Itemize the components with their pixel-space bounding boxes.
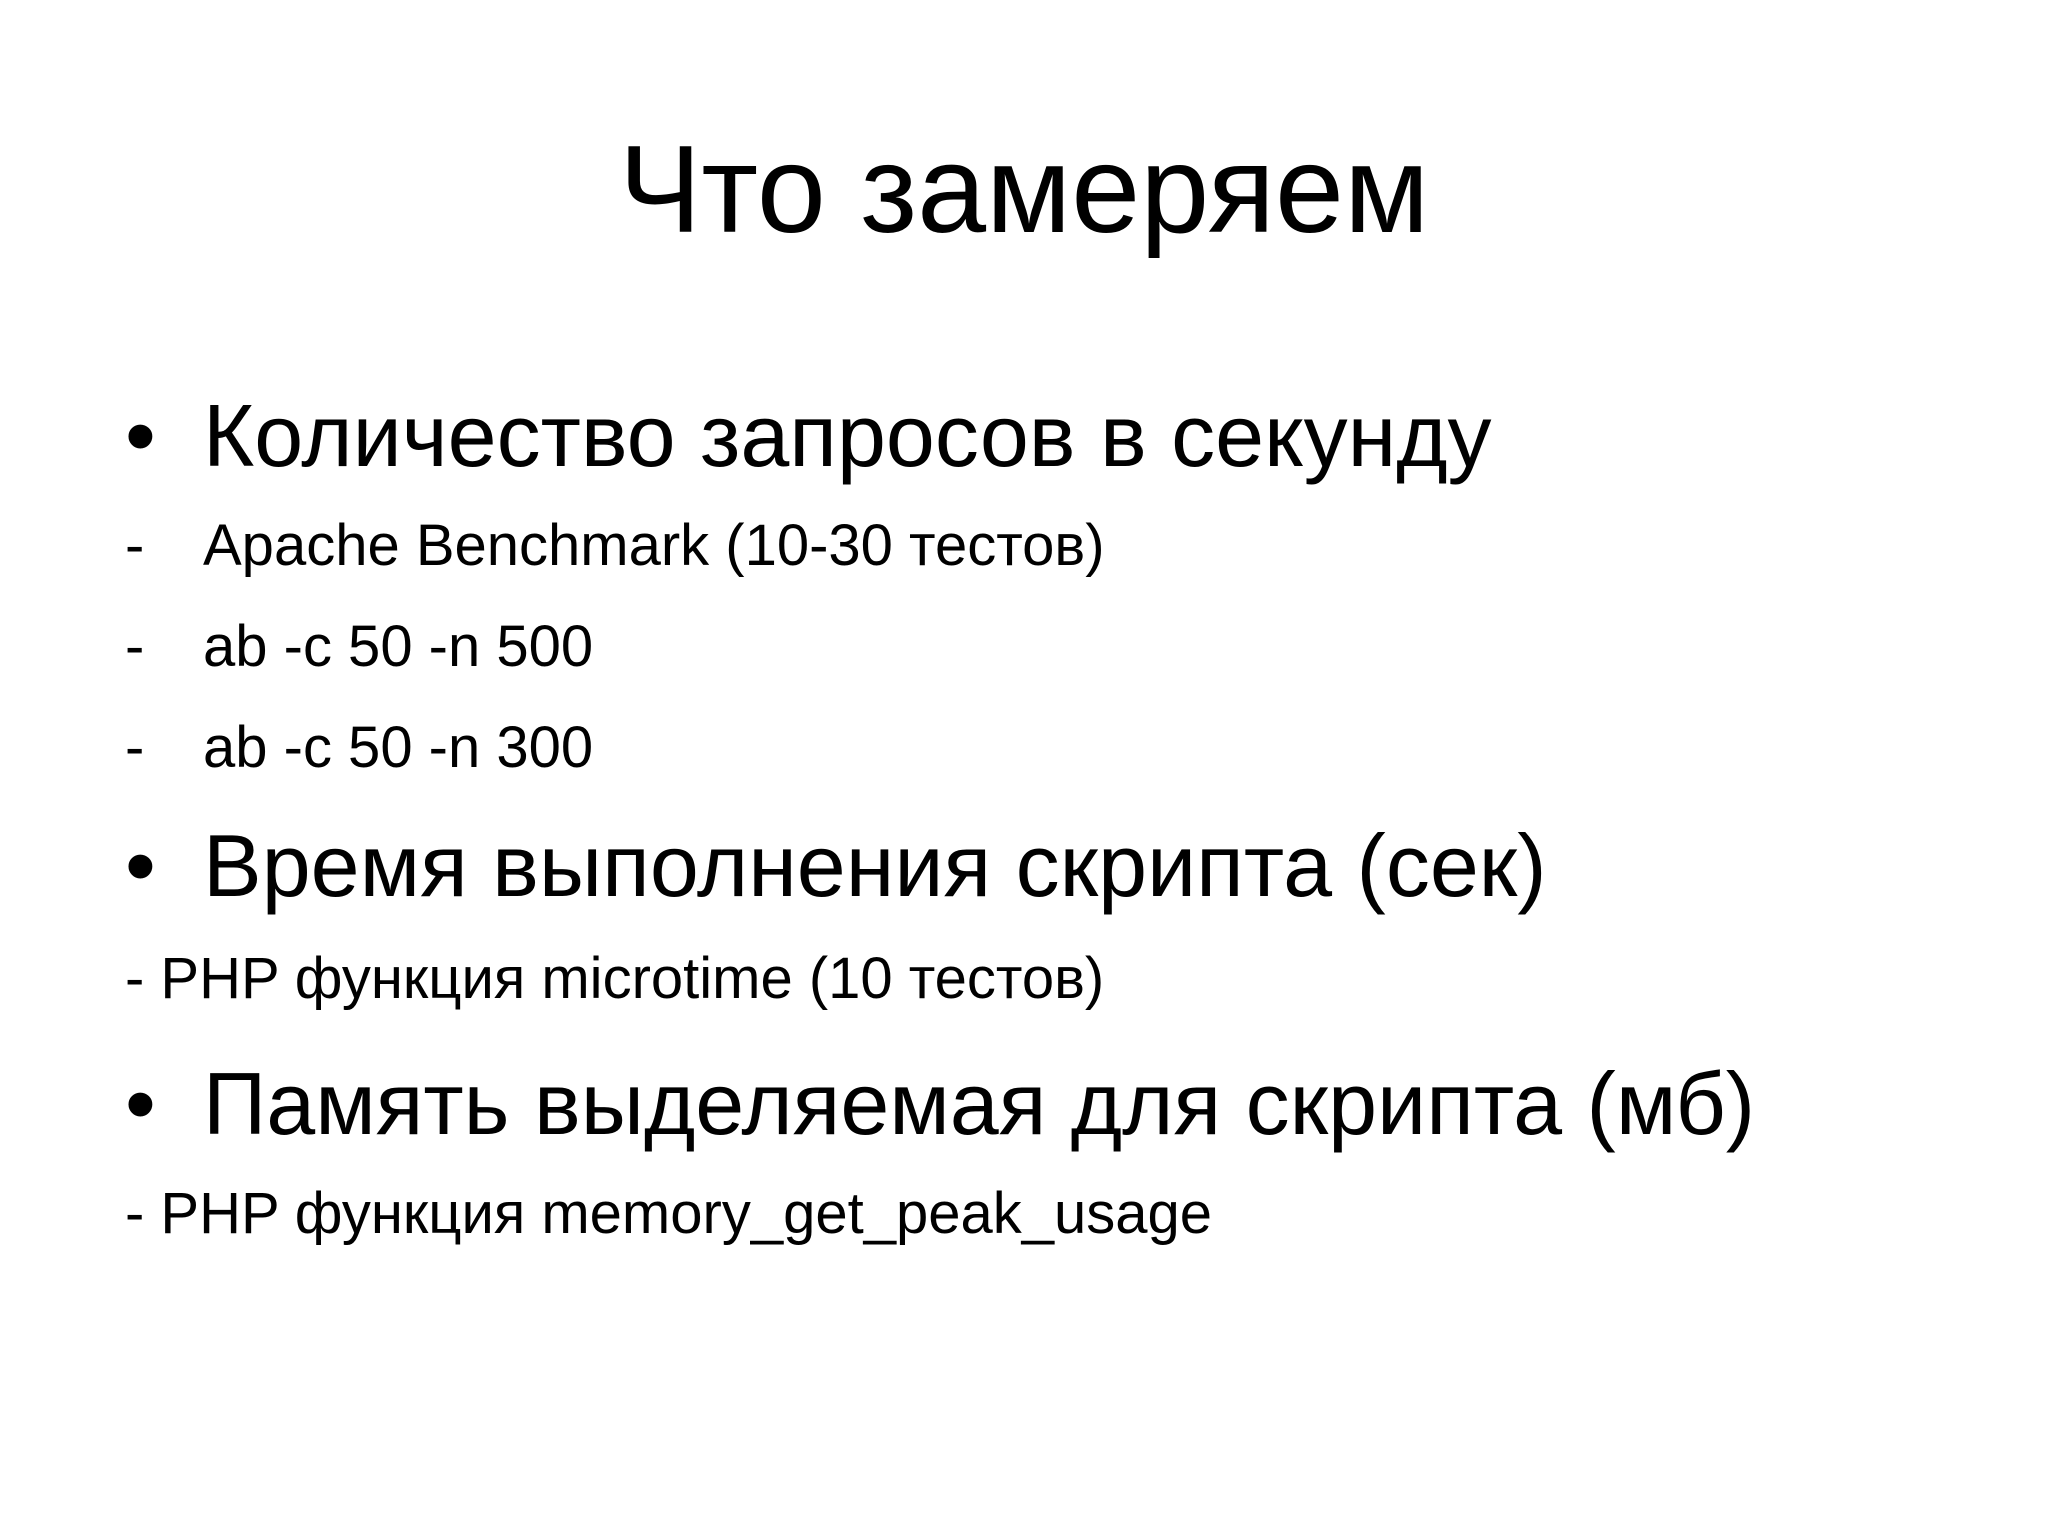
dash-marker: - [125, 614, 145, 679]
sub-item-text: Apache Benchmark (10-30 тестов) [203, 513, 1105, 578]
sub-item-text: ab -c 50 -n 300 [203, 715, 594, 780]
bullet-marker: • [125, 386, 156, 485]
bullet-marker: • [125, 816, 156, 915]
bullet-text: Память выделяемая для скрипта (мб) [203, 1054, 1756, 1153]
bullet-text: Время выполнения скрипта (сек) [203, 816, 1547, 915]
dash-marker: - [125, 715, 145, 780]
sub-item-text: ab -c 50 -n 500 [203, 614, 594, 679]
slide-title: Что замеряем [618, 121, 1430, 259]
detail-microtime: - PHP функция microtime (10 тестов) [125, 946, 1105, 1011]
detail-memory-peak-usage: - PHP функция memory_get_peak_usage [125, 1181, 1213, 1246]
bullet-marker: • [125, 1054, 156, 1153]
bullet-text: Количество запросов в секунду [203, 386, 1492, 485]
dash-marker: - [125, 513, 145, 578]
